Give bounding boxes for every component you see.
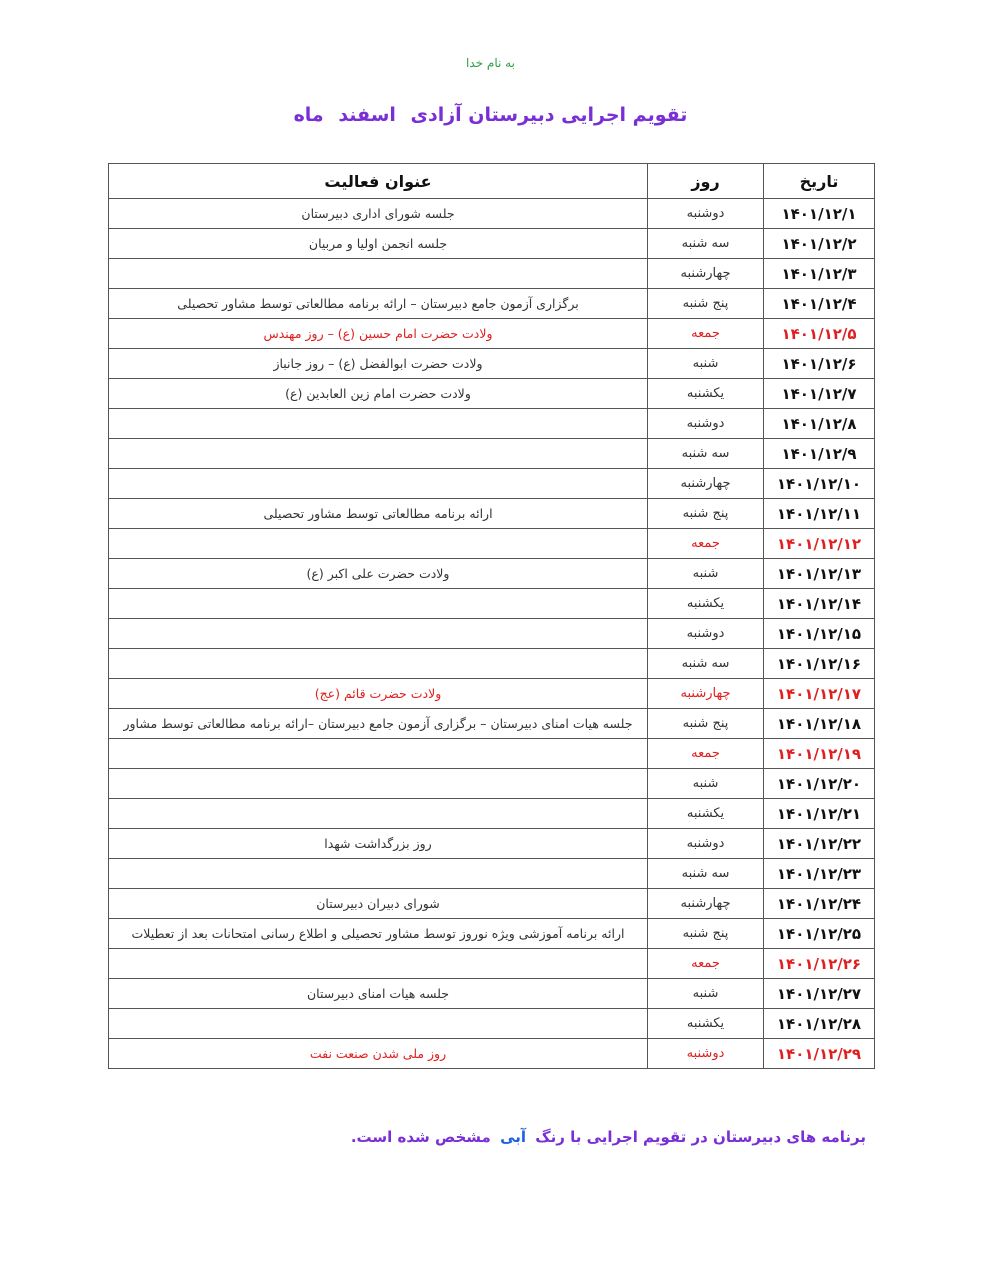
day-cell: پنج شنبه <box>648 289 764 319</box>
footer-note <box>0 1128 866 1146</box>
activity-cell: شورای دبیران دبیرستان <box>109 889 648 919</box>
title-school: تقویم اجرایی دبیرستان آزادی <box>410 104 688 126</box>
day-cell: جمعه <box>648 319 764 349</box>
date-cell: ۱۴۰۱/۱۲/۲۰ <box>764 769 875 799</box>
table-row <box>109 799 875 829</box>
date-cell: ۱۴۰۱/۱۲/۱۸ <box>764 709 875 739</box>
table-row <box>109 259 875 289</box>
header-day: روز <box>648 164 764 199</box>
activity-cell <box>109 769 648 799</box>
table-row <box>109 649 875 679</box>
calendar-body <box>109 199 875 1069</box>
title-month: اسفند <box>338 104 396 126</box>
date-cell: ۱۴۰۱/۱۲/۲۶ <box>764 949 875 979</box>
activity-cell: جلسه انجمن اولیا و مربیان <box>109 229 648 259</box>
calendar-table <box>108 163 875 1069</box>
table-row <box>109 949 875 979</box>
date-cell: ۱۴۰۱/۱۲/۱۳ <box>764 559 875 589</box>
activity-cell: روز بزرگداشت شهدا <box>109 829 648 859</box>
day-cell: چهارشنبه <box>648 889 764 919</box>
table-row <box>109 979 875 1009</box>
day-cell: شنبه <box>648 769 764 799</box>
day-cell: سه شنبه <box>648 229 764 259</box>
activity-cell: ولادت حضرت قائم (عج) <box>109 679 648 709</box>
day-cell: چهارشنبه <box>648 679 764 709</box>
day-cell: سه شنبه <box>648 859 764 889</box>
header-date: تاریخ <box>764 164 875 199</box>
day-cell: دوشنبه <box>648 199 764 229</box>
activity-cell <box>109 619 648 649</box>
activity-cell: ولادت حضرت امام حسین (ع) – روز مهندس <box>109 319 648 349</box>
day-cell: دوشنبه <box>648 829 764 859</box>
activity-cell <box>109 949 648 979</box>
date-cell: ۱۴۰۱/۱۲/۹ <box>764 439 875 469</box>
table-row <box>109 1009 875 1039</box>
activity-cell <box>109 469 648 499</box>
activity-cell: ارائه برنامه آموزشی ویژه نوروز توسط مشاور تحصیلی و اطلاع رسانی امتحانات بعد از تعطیلات <box>109 919 648 949</box>
day-cell: یکشنبه <box>648 1009 764 1039</box>
activity-cell: جلسه هیات امنای دبیرستان <box>109 979 648 1009</box>
table-row <box>109 769 875 799</box>
title-suffix: ماه <box>293 104 324 126</box>
day-cell: شنبه <box>648 559 764 589</box>
table-row <box>109 589 875 619</box>
table-row <box>109 619 875 649</box>
activity-cell: برگزاری آزمون جامع دبیرستان – ارائه برنامه مطالعاتی توسط مشاور تحصیلی <box>109 289 648 319</box>
table-row <box>109 199 875 229</box>
date-cell: ۱۴۰۱/۱۲/۲۹ <box>764 1039 875 1069</box>
table-row <box>109 529 875 559</box>
activity-cell <box>109 1009 648 1039</box>
date-cell: ۱۴۰۱/۱۲/۸ <box>764 409 875 439</box>
activity-cell: ارائه برنامه مطالعاتی توسط مشاور تحصیلی <box>109 499 648 529</box>
table-row <box>109 559 875 589</box>
day-cell: پنج شنبه <box>648 709 764 739</box>
day-cell: چهارشنبه <box>648 259 764 289</box>
page-title <box>0 104 981 126</box>
date-cell: ۱۴۰۱/۱۲/۱۹ <box>764 739 875 769</box>
table-row <box>109 919 875 949</box>
table-row <box>109 739 875 769</box>
date-cell: ۱۴۰۱/۱۲/۱۶ <box>764 649 875 679</box>
day-cell: یکشنبه <box>648 799 764 829</box>
date-cell: ۱۴۰۱/۱۲/۲۸ <box>764 1009 875 1039</box>
table-row <box>109 499 875 529</box>
day-cell: یکشنبه <box>648 379 764 409</box>
table-row <box>109 469 875 499</box>
bismillah-heading: به نام خدا <box>466 56 515 70</box>
activity-cell: ولادت حضرت علی اکبر (ع) <box>109 559 648 589</box>
date-cell: ۱۴۰۱/۱۲/۳ <box>764 259 875 289</box>
activity-cell <box>109 439 648 469</box>
activity-cell: روز ملی شدن صنعت نفت <box>109 1039 648 1069</box>
activity-cell: ولادت حضرت امام زین العابدین (ع) <box>109 379 648 409</box>
table-header-row <box>109 164 875 199</box>
table-row <box>109 889 875 919</box>
day-cell: سه شنبه <box>648 649 764 679</box>
activity-cell: جلسه هیات امنای دبیرستان – برگزاری آزمون جامع دبیرستان –ارائه برنامه مطالعاتی توسط مشاور <box>109 709 648 739</box>
activity-cell <box>109 409 648 439</box>
date-cell: ۱۴۰۱/۱۲/۵ <box>764 319 875 349</box>
date-cell: ۱۴۰۱/۱۲/۱۴ <box>764 589 875 619</box>
date-cell: ۱۴۰۱/۱۲/۴ <box>764 289 875 319</box>
activity-cell <box>109 799 648 829</box>
day-cell: جمعه <box>648 949 764 979</box>
day-cell: شنبه <box>648 979 764 1009</box>
day-cell: پنج شنبه <box>648 499 764 529</box>
footer-text-after: مشخص شده است. <box>350 1128 491 1146</box>
activity-cell <box>109 529 648 559</box>
table-row <box>109 439 875 469</box>
date-cell: ۱۴۰۱/۱۲/۱۷ <box>764 679 875 709</box>
activity-cell <box>109 259 648 289</box>
date-cell: ۱۴۰۱/۱۲/۱۰ <box>764 469 875 499</box>
day-cell: دوشنبه <box>648 409 764 439</box>
day-cell: چهارشنبه <box>648 469 764 499</box>
day-cell: پنج شنبه <box>648 919 764 949</box>
header-activity: عنوان فعالیت <box>109 164 648 199</box>
date-cell: ۱۴۰۱/۱۲/۲۲ <box>764 829 875 859</box>
date-cell: ۱۴۰۱/۱۲/۲۵ <box>764 919 875 949</box>
date-cell: ۱۴۰۱/۱۲/۲۷ <box>764 979 875 1009</box>
day-cell: دوشنبه <box>648 619 764 649</box>
activity-cell <box>109 589 648 619</box>
table-row <box>109 409 875 439</box>
table-row <box>109 379 875 409</box>
date-cell: ۱۴۰۱/۱۲/۶ <box>764 349 875 379</box>
date-cell: ۱۴۰۱/۱۲/۷ <box>764 379 875 409</box>
table-row <box>109 859 875 889</box>
date-cell: ۱۴۰۱/۱۲/۱۵ <box>764 619 875 649</box>
day-cell: دوشنبه <box>648 1039 764 1069</box>
date-cell: ۱۴۰۱/۱۲/۲۳ <box>764 859 875 889</box>
day-cell: شنبه <box>648 349 764 379</box>
table-row <box>109 829 875 859</box>
footer-color-word: آبی <box>500 1128 527 1146</box>
table-row <box>109 1039 875 1069</box>
date-cell: ۱۴۰۱/۱۲/۱۱ <box>764 499 875 529</box>
activity-cell <box>109 739 648 769</box>
table-row <box>109 319 875 349</box>
activity-cell: جلسه شورای اداری دبیرستان <box>109 199 648 229</box>
day-cell: جمعه <box>648 529 764 559</box>
date-cell: ۱۴۰۱/۱۲/۲ <box>764 229 875 259</box>
day-cell: سه شنبه <box>648 439 764 469</box>
date-cell: ۱۴۰۱/۱۲/۲۴ <box>764 889 875 919</box>
date-cell: ۱۴۰۱/۱۲/۱ <box>764 199 875 229</box>
day-cell: یکشنبه <box>648 589 764 619</box>
table-row <box>109 349 875 379</box>
footer-text-before: برنامه های دبیرستان در تقویم اجرایی با رنگ <box>535 1128 866 1146</box>
table-row <box>109 709 875 739</box>
activity-cell <box>109 859 648 889</box>
activity-cell: ولادت حضرت ابوالفضل (ع) – روز جانباز <box>109 349 648 379</box>
date-cell: ۱۴۰۱/۱۲/۲۱ <box>764 799 875 829</box>
table-row <box>109 229 875 259</box>
date-cell: ۱۴۰۱/۱۲/۱۲ <box>764 529 875 559</box>
table-row <box>109 679 875 709</box>
table-row <box>109 289 875 319</box>
day-cell: جمعه <box>648 739 764 769</box>
activity-cell <box>109 649 648 679</box>
